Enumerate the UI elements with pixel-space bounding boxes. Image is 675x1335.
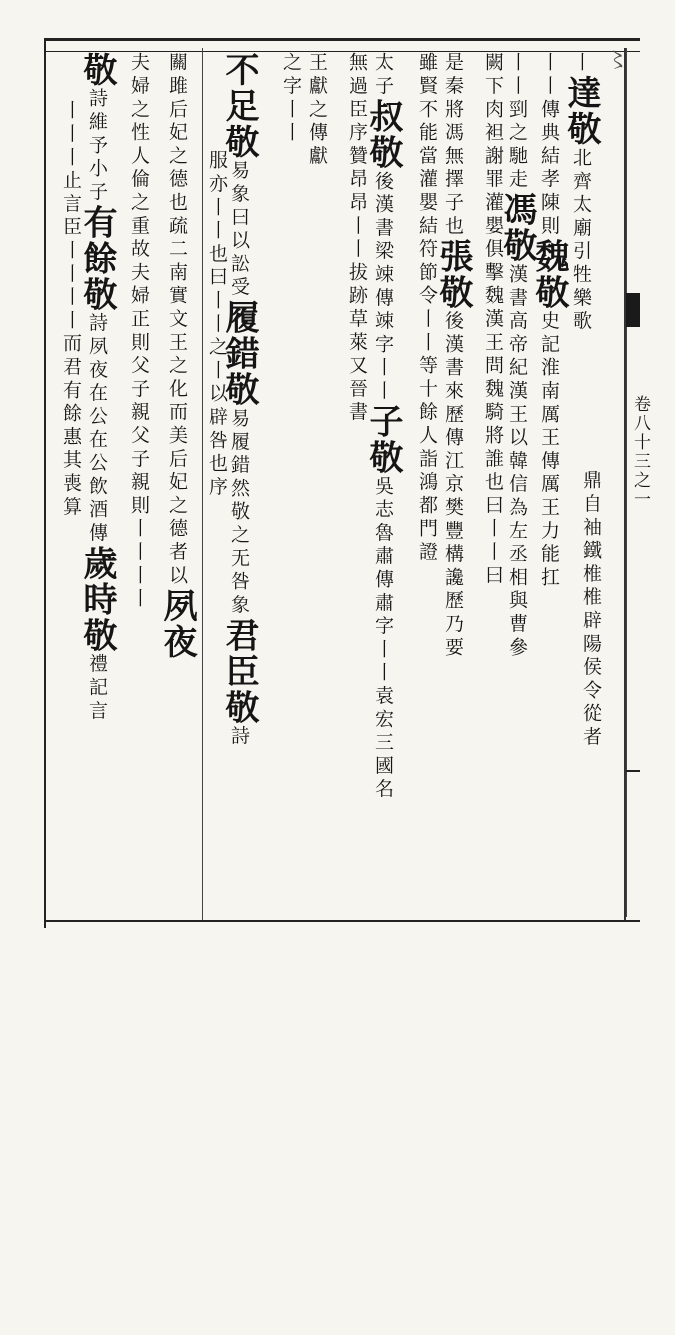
text-column-9 [344,52,370,917]
headword: 叔敬 [363,98,403,171]
text-column-2 [529,52,569,917]
text-segment: 無過 [346,52,368,99]
frame-bottom-rule [44,920,640,922]
text-column-11 [278,52,304,917]
text-segment: 王獻之傳 [306,52,328,146]
text-segment: 吳志魯肅傳肅字丨丨袁宏三國名 [372,475,394,802]
text-segment: 鼎自袖鐵椎椎辟陽侯令從者 [580,470,602,750]
text-segment: 闕下肉袒謝罪 [482,52,504,192]
headword: 歲時敬 [77,545,117,654]
headword: 不足敬 [219,52,259,160]
text-segment: 詩夙夜在公在公飲酒傳 [86,312,108,546]
text-column-15 [126,52,152,917]
text-column-6 [433,52,473,917]
headword: 有餘敬 [77,204,117,313]
frame-left-rule [44,38,46,928]
text-column-10 [304,52,330,917]
headword: 敬 [77,52,117,88]
text-segment: 丨丨丨止 [60,100,82,194]
text-column-17 [58,100,84,965]
text-column-5 [480,52,506,917]
text-segment: 服亦丨丨也 [206,150,228,267]
text-segment: 其喪算 [60,449,82,520]
text-segment: 獻 [306,145,328,169]
text-segment: 丨丨剄之馳走 [506,52,528,192]
column-divider [202,48,203,920]
text-segment: 禮記言 [86,653,108,724]
text-segment: 序 [206,476,228,500]
text-segment: 臣序贊昂昂丨丨拔跡草萊又晉書 [346,98,368,425]
headword: 魏敬 [529,238,569,311]
text-segment: 曰丨丨之丨以辟咎也 [206,266,228,477]
text-segment: 史記淮南厲王傳厲王力能扛 [538,310,560,591]
headword: 君臣敬 [219,617,259,726]
headword: 達敬 [561,75,601,148]
text-column-16 [77,52,117,917]
text-segment: 夫婦之性人倫之重故夫婦正則父子親父子親則丨丨丨丨 [128,52,150,612]
headword: 履錯敬 [219,299,259,408]
headword: 馮敬 [497,191,537,264]
text-segment: 北齊太廟引牲樂歌 [570,147,592,334]
headword: 張敬 [433,238,473,311]
text-segment: 易象曰以訟受 [228,160,250,300]
headword: 子敬 [363,403,403,476]
text-segment: 易履錯然敬之无咎象 [228,407,250,618]
fishtail-margin-upper [626,48,641,293]
corner-mark: 〻 [603,48,628,70]
text-column-4 [497,52,537,917]
text-segment: 灌嬰俱擊魏漢王問魏騎將誰也曰丨丨曰 [482,191,504,588]
text-segment: 結符節令丨丨等十餘人詣鴻都門證 [416,215,438,565]
fishtail-black-block [626,293,640,327]
text-column-7 [414,52,440,917]
text-segment: 關雎后妃之德也疏二南實文王之化而美后妃之德者以 [166,52,188,588]
text-segment: 詩維予小子 [86,88,108,205]
text-segment: 是秦將馮無擇子也 [442,52,464,239]
text-segment: 詩 [228,725,250,749]
text-segment: 漢書高帝紀漢王以韓信為左丞相與曹參 [506,263,528,660]
text-column-13 [204,150,230,1015]
text-segment: 之字丨丨 [280,52,302,146]
margin-tick [626,770,640,772]
text-segment: 言臣丨丨丨丨而君有餘惠 [60,193,82,450]
text-column-14 [157,52,197,917]
text-segment: 太子 [372,52,394,99]
text-column-3 [578,470,604,1335]
text-segment: 傳典結孝陳則 [538,98,560,239]
headword: 夙夜 [157,587,197,660]
text-segment: 丨 [570,52,592,76]
text-segment: 丨丨 [538,52,560,99]
text-segment: 後漢書來歷傳江京樊豐構讒歷乃要 [442,310,464,660]
text-segment: 雖賢不能當灌嬰 [416,52,438,216]
frame-top-rule [44,38,640,52]
volume-label: 卷八十三之一 [630,395,650,509]
text-column-8 [363,52,403,917]
text-segment: 後漢書梁竦傳竦字丨丨 [372,170,394,404]
